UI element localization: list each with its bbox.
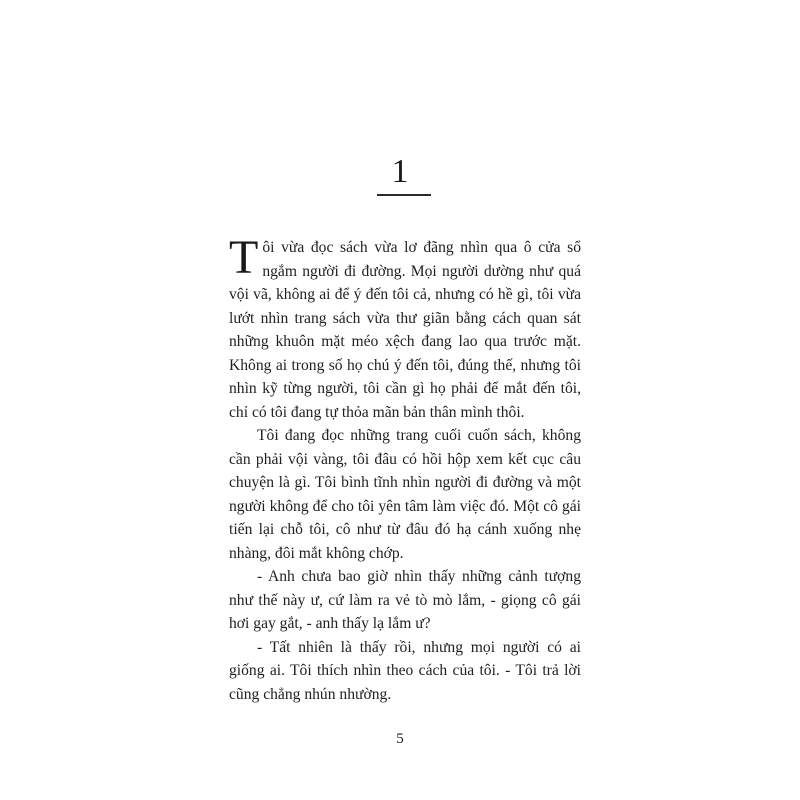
paragraph-1 [229,231,581,424]
paragraph-4: - Tất nhiên là thấy rồi, nhưng mọi người có ai giống ai. Tôi thích nhìn theo cách của tôi. - Tôi trả lời cũng chẳng nhún nhường. [229,638,581,703]
page-number: 5 [396,731,404,747]
chapter-divider [377,194,431,196]
paragraph-2: Tôi đang đọc những trang cuối cuốn sách, không cần phải vội vàng, tôi đâu có hồi hộp xem kết cục câu chuyện là gì. Tôi bình tĩnh nhìn người đi đường và một người không để cho tôi yên tâm làm việc đó. Một cô gái tiến lại chỗ tôi, cô như từ đâu đó hạ cánh xuống nhẹ nhàng, đôi mắt không chớp. [229,427,581,562]
paragraph-1-text: ôi vừa đọc sách vừa lơ đãng nhìn qua ô cửa sổ ngắm người đi đường. Mọi người dường như quá vội vã, không ai để ý đến tôi cả, nhưng có hề gì, tôi vừa lướt nhìn trang sách vừa thư giãn bằng cách quan sát những khuôn mặt méo xệch đang lao qua trước mặt. Không ai trong số họ chú ý đến tôi, đúng thế, nhưng tôi nhìn kỹ từng người, tôi cần gì họ phải để mắt đến tôi, chỉ có tôi đang tự thỏa mãn bản thân mình thôi. [229,239,581,421]
body-text [229,231,581,706]
paragraph-3: - Anh chưa bao giờ nhìn thấy những cảnh tượng như thế này ư, cứ làm ra vẻ tò mò lắm, - giọng cô gái hơi gay gắt, - anh thấy lạ lắm ư? [229,568,581,632]
drop-cap: T [229,231,259,284]
chapter-number: 1 [391,153,409,190]
